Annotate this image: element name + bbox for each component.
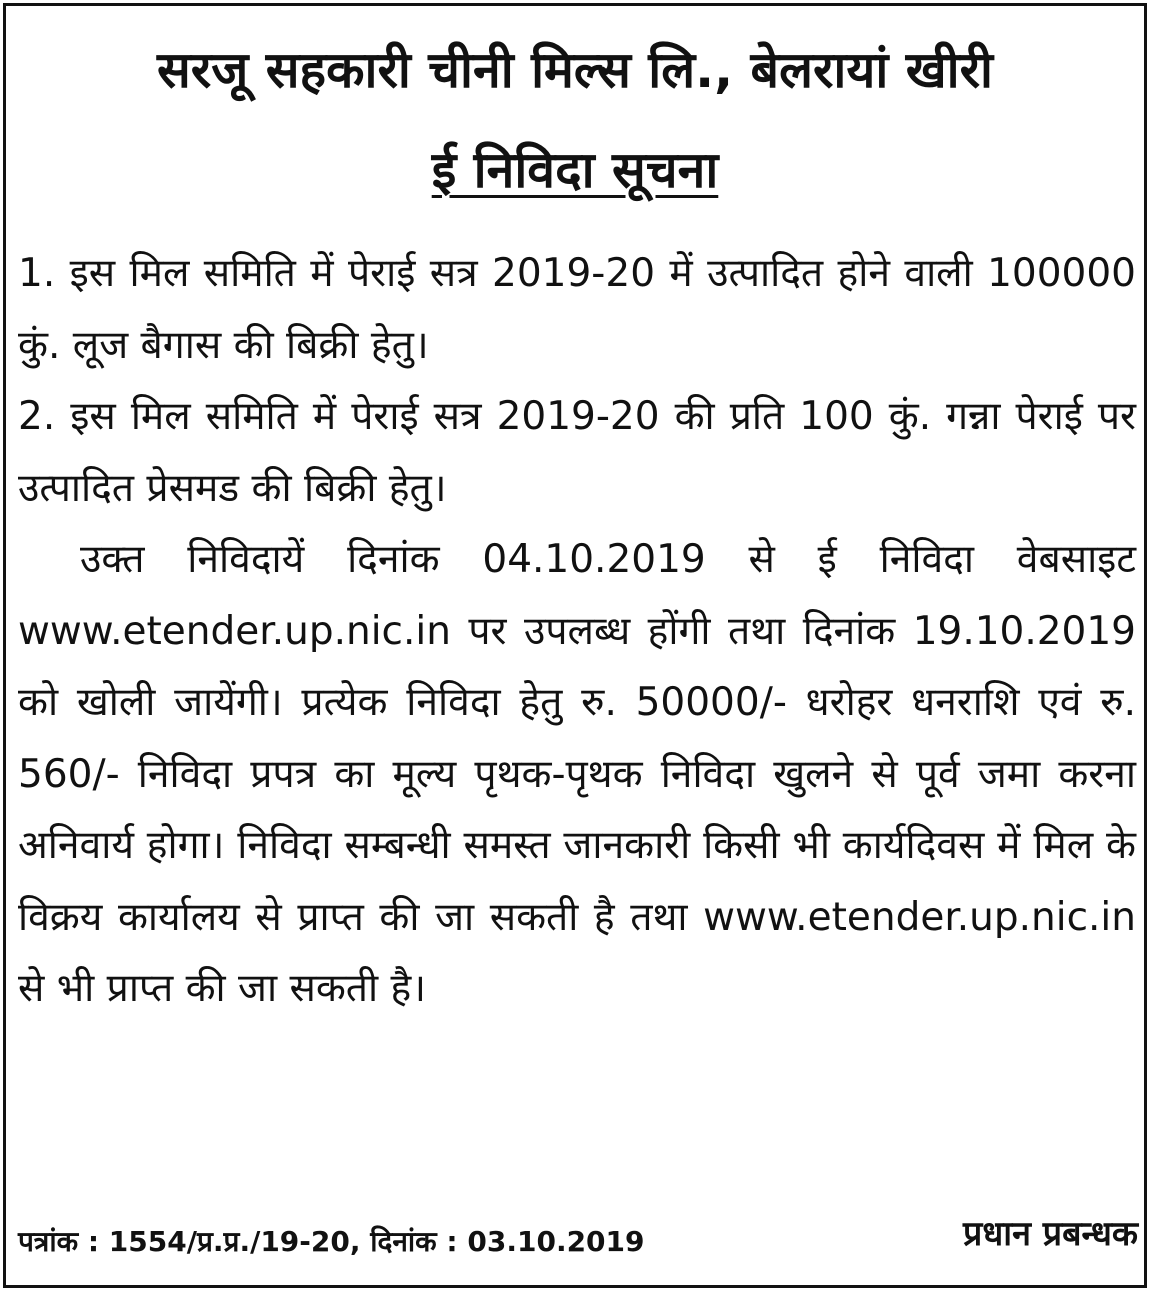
notice-subtitle [0,138,1150,202]
tender-item-2: 2. इस मिल समिति में पेराई सत्र 2019-20 की प्रति 100 कुं. गन्ना पेराई पर उत्पादित प्रेसमड की बिक्री हेतु। [18,394,1136,511]
reference-number: पत्रांक : 1554/प्र.प्र./19-20, दिनांक : 03.10.2019 [18,1225,645,1258]
signatory: प्रधान प्रबन्धक [963,1214,1138,1254]
tender-item-1: 1. इस मिल समिति में पेराई सत्र 2019-20 में उत्पादित होने वाली 100000 कुं. लूज बैगास की बिक्री हेतु। [18,251,1136,368]
notice-subtitle-text: ई निविदा सूचना [431,141,719,199]
notice-title: सरजू सहकारी चीनी मिल्स लि., बेलरायां खीरी [157,41,993,99]
tender-details: उक्त निविदायें दिनांक 04.10.2019 से ई निविदा वेबसाइट www.etender.up.nic.in पर उपलब्ध होंगी तथा दिनांक 19.10.2019 को खोली जायेंगी। प्रत्येक निविदा हेतु रु. 50000/- धरोहर धनराशि एवं रु. 560/- निविदा प्रपत्र का मूल्य पृथक-पृथक निविदा खुलने से पूर्व जमा करना अनिवार्य होगा। निविदा सम्बन्धी समस्त जानकारी किसी भी कार्यदिवस में मिल के विक्रय कार्यालय से प्राप्त की जा सकती है तथा www.etender.up.nic.in से भी प्राप्त की जा सकती है। [18,537,1136,1011]
notice-body [18,238,1136,1025]
